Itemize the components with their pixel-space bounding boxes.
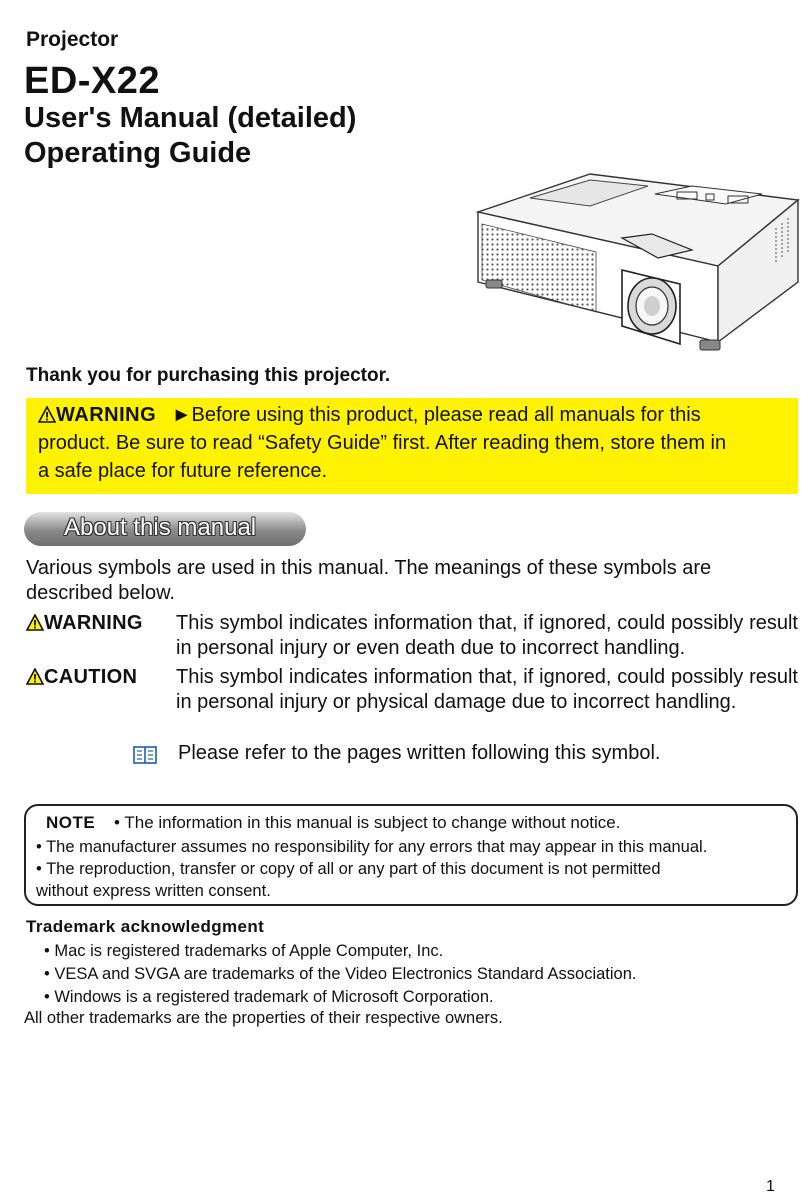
trademark-item: • Windows is a registered trademark of Microsoft Corporation. (44, 988, 494, 1006)
trademark-footer: All other trademarks are the properties of their respective owners. (24, 1009, 503, 1027)
warning-box (26, 398, 798, 494)
thanks-line: Thank you for purchasing this projector. (26, 365, 391, 386)
warning-signal-word: WARNING (56, 404, 157, 426)
manual-title: User's Manual (detailed) (24, 102, 357, 134)
manual-subtitle: Operating Guide (24, 137, 252, 169)
warning-text-3: a safe place for future reference. (38, 460, 328, 482)
projector-illustration (470, 172, 800, 360)
symbol-desc-book: Please refer to the pages written following this symbol. (178, 742, 661, 764)
symbol-desc-warning: This symbol indicates information that, if ignored, could possibly result in personal injury or even death due to incorrect handling. (176, 612, 798, 659)
symbol-label-caution (26, 665, 137, 690)
warning-triangle-icon (26, 614, 44, 631)
book-icon (133, 746, 157, 764)
note-item: without express written consent. (36, 882, 271, 900)
section-heading: About this manual (64, 514, 257, 541)
note-item: • The reproduction, transfer or copy of all or any part of this document is not permitted (36, 860, 661, 878)
warning-text-1: Before using this product, please read all manuals for this (191, 404, 701, 426)
symbol-desc-caution: This symbol indicates information that, if ignored, could possibly result in personal injury or physical damage due to incorrect handling. (176, 666, 798, 713)
page-number: 1 (766, 1178, 775, 1195)
warning-arrow: ► (171, 404, 192, 426)
warning-line-1 (38, 401, 786, 429)
symbol-label-warning (26, 611, 143, 636)
intro-paragraph: Various symbols are used in this manual. The meanings of these symbols are described below. (26, 557, 712, 604)
trademark-item: • VESA and SVGA are trademarks of the Video Electronics Standard Association. (44, 965, 637, 983)
model-name: ED-X22 (24, 60, 161, 102)
note-item: • The information in this manual is subject to change without notice. (114, 813, 621, 832)
symbol-warning-word: WARNING (44, 612, 143, 634)
trademark-heading: Trademark acknowledgment (26, 917, 265, 936)
caution-triangle-icon (26, 668, 44, 685)
symbol-caution-word: CAUTION (44, 666, 138, 688)
document-kicker: Projector (26, 28, 119, 51)
note-title: NOTE (46, 813, 96, 832)
section-heading-pill (24, 512, 306, 546)
warning-text-2: product. Be sure to read “Safety Guide” first. After reading them, store them in (38, 432, 727, 454)
warning-triangle-icon (38, 406, 56, 423)
trademark-item: • Mac is registered trademarks of Apple Computer, Inc. (44, 942, 444, 960)
note-item: • The manufacturer assumes no responsibility for any errors that may appear in this manual. (36, 838, 708, 856)
